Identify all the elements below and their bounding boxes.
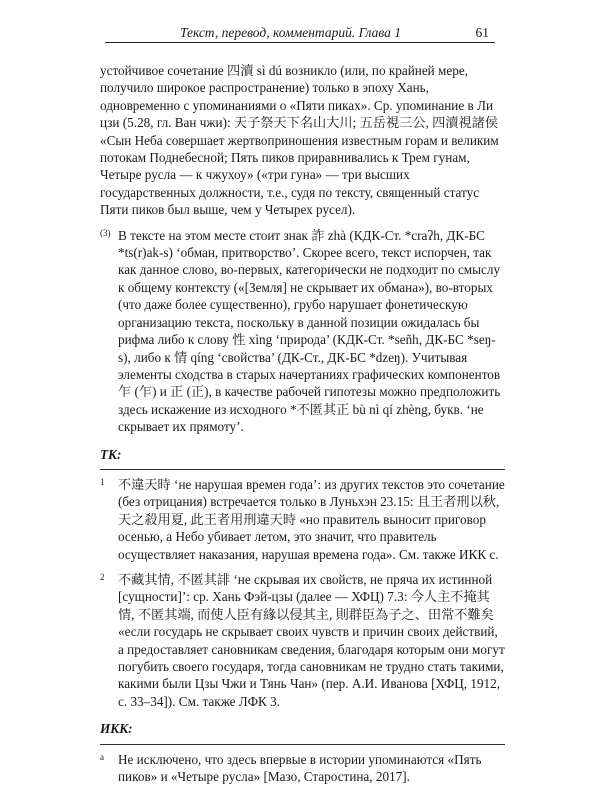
- ikk-note-a-marker: a: [100, 751, 104, 762]
- tk-divider: [100, 469, 505, 470]
- note-3-text: В тексте на этом месте стоит знак 詐 zhà (КДК-Ст. *craʔh, ДК-БС *ts(r)ak-s) ‘обман, притворство’. Скорее всего, текст испорчен, так как данное слово, во-первых, категорически не подходит по смыслу к общему контексту («[Земля] не скрывает их обмана»), во-вторых (что даже более существенно), грубо нарушает фонетическую организацию текста, поскольку в данной позиции ожидалась бы рифма либо к слову 性 xìng ‘природа’ (КДК-Ст. *señh, ДК-БС *seŋ-s), либо к 情 qíng ‘свойства’ (ДК-Ст., ДК-БС *dzeŋ). Учитывая элементы сходства в старых начертаниях графических компонентов 乍 (乍) и 正 (正), в качестве рабочей гипотезы можно предположить здесь искажение из исходного *不匿其正 bù nì qí zhèng, букв. ‘не скрывает их прямоту’.: [118, 227, 501, 435]
- tk-note-1: [100, 476, 505, 563]
- tk-note-2: [100, 571, 505, 710]
- page-number: 61: [475, 25, 489, 40]
- ikk-note-a-text: Не исключено, что здесь впервые в истории упоминаются «Пять пиков» и «Четыре русла» [Мазо, Старостина, 2017].: [118, 751, 482, 785]
- tk-note-2-text: 不藏其情, 不匿其誹 ‘не скрывая их свойств, не пряча их истинной [сущности]’: ср. Хань Фэй-цзы (далее — ХФЦ) 7.3: 今人主不掩其情, 不匿其端, 而使人臣有緣以侵其主, 則群臣為子之、田常不難矣 «если государь не скрывает своих чувств и причин своих действий, а предоставляет сановникам сведения, благодаря которым они могут погубить своего государя, тогда сановникам не трудно стать такими, какими были Цзы Чжи и Тянь Чан» (пер. А.И. Иванова [ХФЦ, 1912, с. 33–34]). См. также ЛФК 3.: [118, 571, 505, 709]
- header-title: Текст, перевод, комментарий. Глава 1: [180, 25, 401, 40]
- page-body: [100, 62, 505, 785]
- running-header: [105, 22, 495, 43]
- ikk-divider: [100, 744, 505, 745]
- ikk-section-title: ИКК:: [100, 721, 133, 737]
- tk-section-title: ТК:: [100, 446, 122, 462]
- note-3-marker: (3): [100, 227, 111, 238]
- tk-note-1-marker: 1: [100, 476, 105, 487]
- tk-note-2-marker: 2: [100, 571, 105, 582]
- intro-paragraph: устойчивое сочетание 四瀆 sì dú возникло (или, по крайней мере, получило широкое распространение) только в эпоху Хань, одновременно с упоминаниями о «Пяти пиках». Ср. упоминание в Ли цзи (5.28, гл. Ван чжи): 天子祭天下名山大川; 五岳視三公, 四瀆視諸侯 «Сын Неба совершает жертвоприношения известным горам и великим потокам Поднебесной; Пять пиков приравнивались к Трем гунам, Четыре русла — к чжухоу» («три гуна» — три высших государственных должности, т.е., судя по тексту, священный статус Пяти пиков был выше, чем у Четырех русел).: [100, 63, 499, 218]
- ikk-note-a: [100, 751, 505, 785]
- tk-note-1-text: 不違天時 ‘не нарушая времен года’: из других текстов это сочетание (без отрицания) встречается только в Луньхэн 23.15: 且王者刑以秋, 天之殺用夏, 此王者用刑違天時 «но правитель выносит приговор осенью, а Небо убивает летом, это значит, что правитель осуществляет наказания, нарушая времена года». См. также ИКК c.: [118, 476, 505, 562]
- note-3: [100, 227, 505, 436]
